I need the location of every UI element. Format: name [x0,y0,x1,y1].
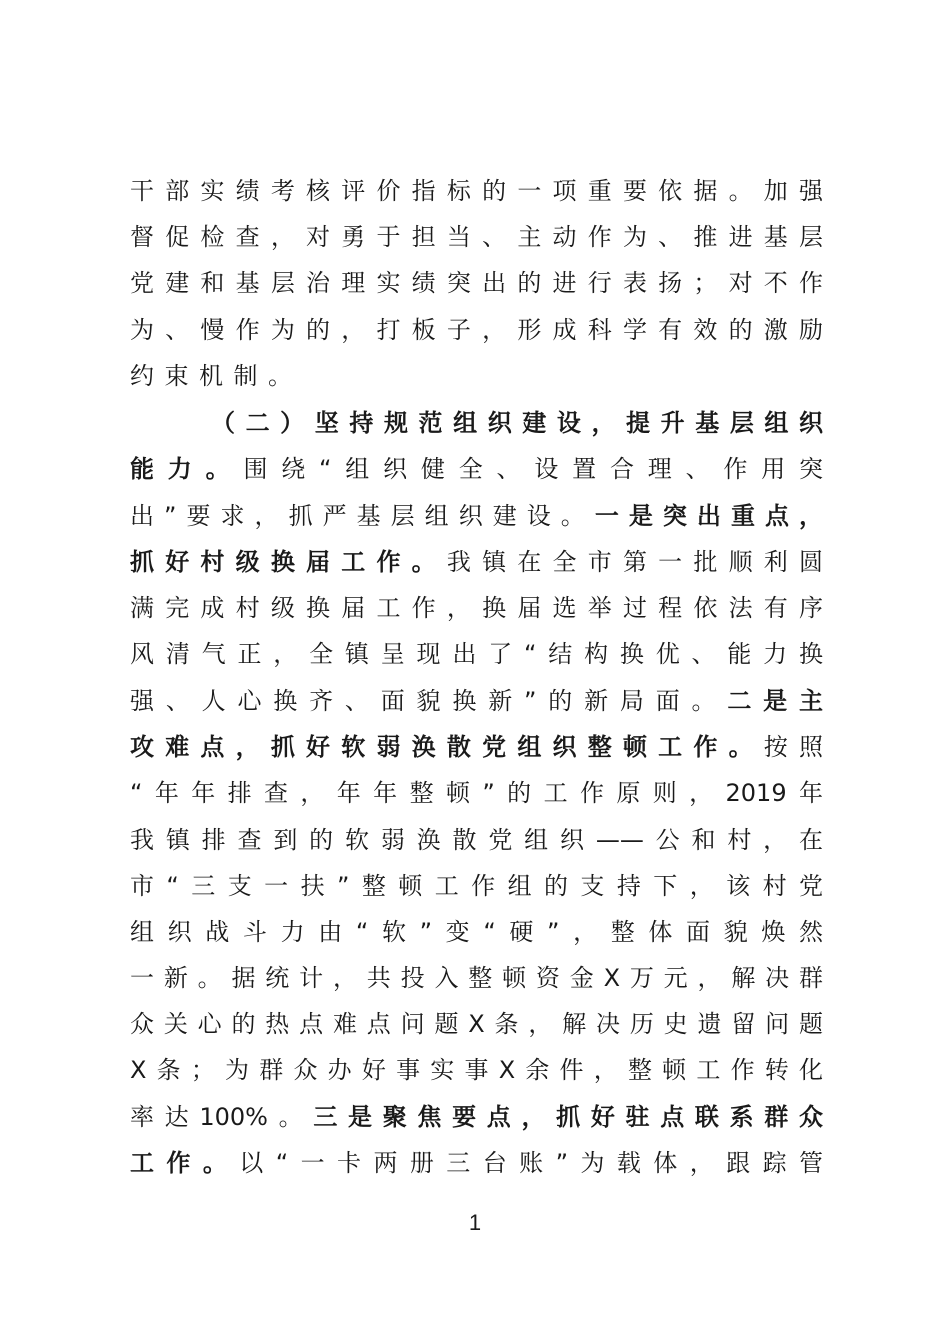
text-line [130,955,823,1001]
text-run: 约束机制。 [130,362,303,390]
text-line [130,631,823,677]
text-run: 以“一卡两册三台账”为载体，跟踪管 [239,1149,824,1177]
text-line [130,817,823,863]
text-line [130,1094,823,1140]
text-run: 干部实绩考核评价指标的一项重要依据。加强 [130,177,823,205]
text-line [130,1140,823,1186]
text-run: 按照 [763,733,824,761]
text-run: 围绕“组织健全、设置合理、作用突 [243,455,824,483]
bold-run: 三是聚焦要点，抓好驻点联系群众 [313,1103,823,1131]
text-line [130,678,823,724]
text-run: 督促检查，对勇于担当、主动作为、推进基层 [130,223,823,251]
text-run: X条；为群众办好事实事X余件，整顿工作转化 [130,1056,823,1084]
text-line [130,353,823,399]
text-line [130,539,823,585]
text-line [130,585,823,631]
text-line [130,214,823,260]
text-line [130,1001,823,1047]
bold-run: 一是突出重点， [594,502,823,530]
heading-run: （二）坚持规范组织建设，提升基层组织 [211,409,823,437]
text-line [130,260,823,306]
text-line [130,724,823,770]
text-run: 率达100%。 [130,1103,314,1131]
text-run: 风清气正，全镇呈现出了“结构换优、能力换 [130,640,823,668]
bold-run: 工作。 [130,1149,240,1177]
text-run: 为、慢作为的，打板子，形成科学有效的激励 [130,316,823,344]
text-line [130,770,823,816]
bold-run: 二是主 [727,687,823,715]
text-run: 我镇在全市第一批顺利圆 [446,548,824,576]
text-run: 满完成村级换届工作，换届选举过程依法有序 [130,594,823,622]
text-run: 出”要求，抓严基层组织建设。 [130,502,595,530]
text-run: 党建和基层治理实绩突出的进行表扬；对不作 [130,269,823,297]
text-line [130,863,823,909]
bold-run: 抓好村级换届工作。 [130,548,447,576]
text-run: 众关心的热点难点问题X条，解决历史遗留问题 [130,1010,823,1038]
text-line [130,168,823,214]
section-heading [211,400,823,446]
text-run: 一新。据统计，共投入整顿资金X万元，解决群 [130,964,823,992]
text-line [130,909,823,955]
text-line [130,446,823,492]
text-line [130,307,823,353]
text-line [130,1047,823,1093]
text-run: 强、人心换齐、面貌换新”的新局面。 [130,687,728,715]
text-line [130,493,823,539]
text-run: 组织战斗力由“软”变“硬”，整体面貌焕然 [130,918,823,946]
bold-run: 能力。 [130,455,244,483]
text-run: 我镇排查到的软弱涣散党组织——公和村，在 [130,826,823,854]
page-number: 1 [468,1210,482,1235]
text-run: 市“三支一扶”整顿工作组的支持下，该村党 [130,872,823,900]
text-run: “年年排查，年年整顿”的工作原则，2019年 [130,779,823,807]
bold-run: 攻难点，抓好软弱涣散党组织整顿工作。 [130,733,764,761]
